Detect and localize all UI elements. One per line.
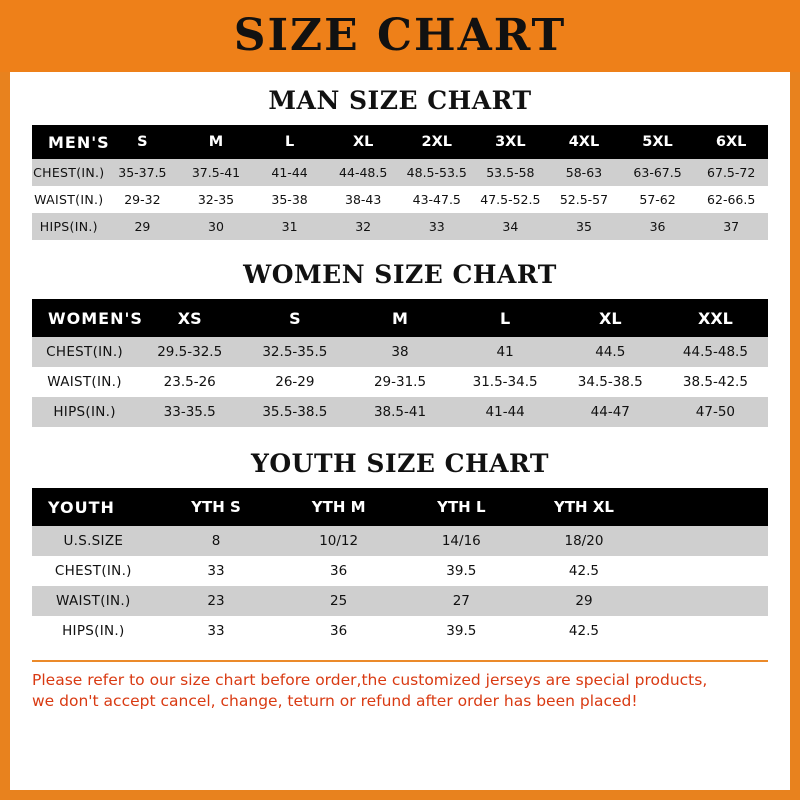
women-header-xl: XL <box>599 308 622 328</box>
men-header-l: L <box>284 134 295 150</box>
youth-chest-m: 36 <box>330 563 348 579</box>
women-waist-xl: 34.5-38.5 <box>577 374 643 390</box>
women-chest-s: 32.5-35.5 <box>262 344 328 360</box>
table-row <box>32 213 768 240</box>
men-chest-4xl: 58-63 <box>565 165 603 180</box>
youth-waist-m: 25 <box>330 593 348 609</box>
youth-hips-blank <box>645 616 768 646</box>
men-waist-2xl: 43-47.5 <box>412 192 461 207</box>
men-hips-s: 29 <box>134 219 151 234</box>
men-chest-label: CHEST(IN.) <box>33 165 105 180</box>
table-row <box>32 367 768 397</box>
table-row <box>32 556 768 586</box>
men-waist-6xl: 62-66.5 <box>707 192 756 207</box>
youth-waist-s: 23 <box>207 593 225 609</box>
youth-waist-l: 27 <box>452 593 470 609</box>
youth-header-m: YTH M <box>311 498 366 516</box>
women-section-title: WOMEN SIZE CHART <box>243 260 557 289</box>
youth-waist-label: WAIST(IN.) <box>56 593 131 609</box>
women-chest-m: 38 <box>391 344 409 360</box>
table-header-row <box>32 299 768 337</box>
women-hips-xxl: 47-50 <box>695 404 736 420</box>
men-chest-5xl: 63-67.5 <box>633 165 682 180</box>
men-chest-6xl: 67.5-72 <box>707 165 756 180</box>
men-hips-6xl: 37 <box>723 219 740 234</box>
women-waist-l: 31.5-34.5 <box>472 374 538 390</box>
man-section-title: MAN SIZE CHART <box>268 86 532 115</box>
men-waist-label: WAIST(IN.) <box>34 192 104 207</box>
men-header-2xl: 2XL <box>421 134 453 150</box>
men-hips-5xl: 36 <box>649 219 666 234</box>
men-hips-m: 30 <box>208 219 224 234</box>
women-hips-xl: 44-47 <box>590 404 630 420</box>
footer-note-line2: we don't accept cancel, change, teturn or refund after order has been placed! <box>32 691 638 710</box>
men-hips-4xl: 35 <box>576 219 592 234</box>
table-header-row <box>32 488 768 526</box>
men-waist-4xl: 52.5-57 <box>559 192 609 207</box>
men-header-3xl: 3XL <box>495 134 526 150</box>
women-header-l: L <box>500 308 511 328</box>
women-chest-xxl: 44.5-48.5 <box>682 344 748 360</box>
women-waist-label: WAIST(IN.) <box>47 374 122 390</box>
youth-header-l: YTH L <box>437 498 486 516</box>
women-waist-s: 26-29 <box>275 374 315 390</box>
women-waist-xxl: 38.5-42.5 <box>682 374 748 390</box>
men-waist-3xl: 47.5-52.5 <box>480 192 541 207</box>
youth-header-label: YOUTH <box>48 497 115 517</box>
men-hips-l: 31 <box>281 219 298 234</box>
men-waist-5xl: 57-62 <box>639 192 676 207</box>
youth-ussize-m: 10/12 <box>319 533 359 549</box>
youth-hips-s: 33 <box>207 623 225 639</box>
men-chest-3xl: 53.5-58 <box>486 165 535 180</box>
men-header-4xl: 4XL <box>568 134 600 150</box>
youth-waist-xl: 29 <box>575 593 593 609</box>
youth-ussize-blank <box>645 526 768 556</box>
men-hips-2xl: 33 <box>428 219 445 234</box>
footer-note-line1: Please refer to our size chart before order,the customized jerseys are special products, <box>32 671 708 689</box>
women-hips-xs: 33-35.5 <box>163 404 216 420</box>
men-chest-s: 35-37.5 <box>118 165 167 180</box>
table-row <box>32 337 768 367</box>
men-waist-s: 29-32 <box>124 192 161 207</box>
women-header-xs: XS <box>177 308 202 328</box>
youth-hips-m: 36 <box>330 623 348 639</box>
table-row <box>32 186 768 213</box>
men-hips-xl: 32 <box>355 219 372 234</box>
youth-ussize-l: 14/16 <box>441 533 481 549</box>
footer-note <box>32 660 768 712</box>
men-waist-l: 35-38 <box>271 192 308 207</box>
men-chest-l: 41-44 <box>271 165 308 180</box>
men-chest-xl: 44-48.5 <box>339 165 388 180</box>
men-chest-m: 37.5-41 <box>191 165 241 180</box>
table-header-row <box>32 125 768 159</box>
women-chest-l: 41 <box>496 344 514 360</box>
youth-hips-l: 39.5 <box>446 623 477 639</box>
men-header-s: S <box>137 134 148 150</box>
women-header-label: WOMEN'S <box>48 308 143 328</box>
content-area <box>10 86 790 712</box>
women-hips-label: HIPS(IN.) <box>53 404 116 420</box>
youth-ussize-label: U.S.SIZE <box>63 533 124 549</box>
women-header-m: M <box>392 308 408 328</box>
header-banner <box>0 0 800 72</box>
women-hips-m: 38.5-41 <box>373 404 427 420</box>
men-hips-label: HIPS(IN.) <box>39 219 98 234</box>
youth-chest-s: 33 <box>207 563 225 579</box>
men-header-label: MEN'S <box>48 132 110 152</box>
men-chest-2xl: 48.5-53.5 <box>406 165 467 180</box>
men-header-xl: XL <box>352 134 374 150</box>
women-header-xxl: XXL <box>697 308 733 328</box>
bottom-strip <box>10 790 790 800</box>
youth-chest-label: CHEST(IN.) <box>54 563 132 579</box>
table-row <box>32 526 768 556</box>
table-row <box>32 397 768 427</box>
women-size-table <box>32 299 768 427</box>
men-waist-m: 32-35 <box>197 192 235 207</box>
youth-chest-blank <box>645 556 768 586</box>
men-header-5xl: 5XL <box>642 134 673 150</box>
women-hips-s: 35.5-38.5 <box>262 404 328 420</box>
youth-ussize-s: 8 <box>211 533 221 549</box>
table-row <box>32 159 768 186</box>
youth-section-title: YOUTH SIZE CHART <box>251 449 549 478</box>
youth-waist-blank <box>645 586 768 616</box>
table-row <box>32 586 768 616</box>
youth-chest-l: 39.5 <box>446 563 477 579</box>
youth-hips-xl: 42.5 <box>568 623 599 639</box>
table-row <box>32 616 768 646</box>
women-chest-label: CHEST(IN.) <box>46 344 123 360</box>
men-waist-xl: 38-43 <box>345 192 382 207</box>
men-header-6xl: 6XL <box>715 134 747 150</box>
men-header-m: M <box>208 134 224 150</box>
women-chest-xs: 29.5-32.5 <box>157 344 223 360</box>
women-header-s: S <box>289 308 301 328</box>
men-hips-3xl: 34 <box>502 219 519 234</box>
youth-header-xl: YTH XL <box>553 498 614 516</box>
women-waist-m: 29-31.5 <box>373 374 427 390</box>
youth-header-blank <box>645 488 768 526</box>
women-hips-l: 41-44 <box>485 404 525 420</box>
youth-chest-xl: 42.5 <box>568 563 599 579</box>
youth-header-s: YTH S <box>191 498 241 516</box>
man-size-table <box>32 125 768 240</box>
youth-size-table <box>32 488 768 646</box>
youth-hips-label: HIPS(IN.) <box>62 623 125 639</box>
women-chest-xl: 44.5 <box>595 344 626 360</box>
page-title: SIZE CHART <box>233 10 567 61</box>
youth-ussize-xl: 18/20 <box>564 533 604 549</box>
women-waist-xs: 23.5-26 <box>163 374 216 390</box>
